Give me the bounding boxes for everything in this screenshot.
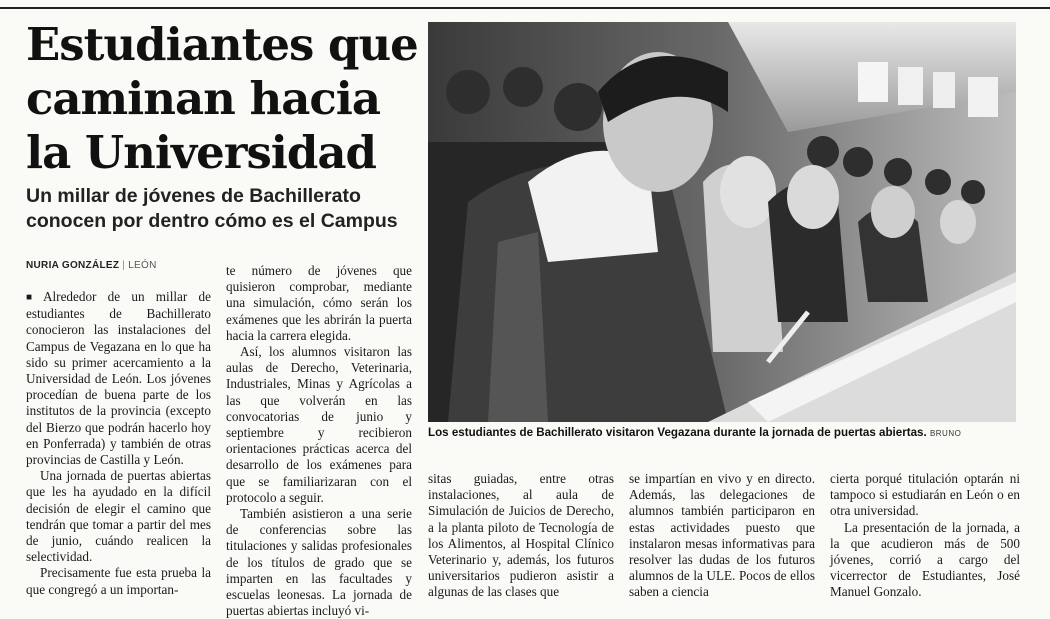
article-column-2 <box>226 263 412 619</box>
article-column-4 <box>629 471 815 601</box>
lecture-hall-photo <box>428 22 1016 422</box>
lead-bullet-icon: ■ <box>26 292 40 303</box>
paragraph: La presentación de la jornada, a la que acudieron más de 500 jóvenes, corrió a cargo del vicerrector de Estudiantes, José Manuel Gonzalo. <box>830 519 1020 600</box>
byline-city: LEÓN <box>128 260 157 271</box>
paragraph: sitas guiadas, entre otras instalaciones, al aula de Simulación de Juicios de Derecho, a la planta piloto de Tecnología de los Alimentos, al Hospital Clínico Veterinario y, además, los futuros universitarios pudieron asistir a algunas de las clases que <box>428 471 614 600</box>
photo-credit: BRUNO <box>929 429 962 438</box>
paragraph: Precisamente fue esta prueba la que congregó a un importan- <box>26 565 211 597</box>
paragraph: cierta porqué titulación optarán ni tampoco si estudiarán en León o en otra universidad. <box>830 471 1020 519</box>
article-column-1 <box>26 289 211 598</box>
paragraph: ■ Alrededor de un millar de estudiantes de Bachillerato conocieron las instalaciones del Campus de Vegazana en lo que ha sido su primer acercamiento a la Universidad de León. Los jóvenes procedían de buena parte de los institutos de la provincia (excepto del Bierzo que podrán hacerlo hoy en Ponferrada) y también de otras provincias de Castilla y León. <box>26 289 211 468</box>
author-name: NURIA GONZÁLEZ <box>26 260 120 271</box>
byline <box>26 260 216 271</box>
paragraph: te número de jóvenes que quisieron comprobar, mediante una simulación, cómo serán los exámenes que les abrirán la puerta hacia la carrera elegida. <box>226 263 412 343</box>
news-photo <box>428 22 1016 422</box>
headline: Estudiantes que caminan hacia la Universidad <box>26 18 418 179</box>
article-column-5 <box>830 471 1020 601</box>
paragraph: También asistieron a una serie de conferencias sobre las titulaciones y salidas profesionales de los títulos de grado que se imparten en las facultades y escuelas leonesas. La jornada de puertas abiertas incluyó vi- <box>226 506 412 619</box>
top-rule <box>0 7 1050 9</box>
caption-text: Los estudiantes de Bachillerato visitaron Vegazana durante la jornada de puertas abiertas. <box>428 426 927 439</box>
byline-separator: | <box>122 260 126 271</box>
paragraph: se impartían en vivo y en directo. Además, las delegaciones de alumnos también participaron en estas actividades puesto que instalaron mesas informativas para resolver las dudas de los futuros alumnos de la ULE. Pocos de ellos saben a ciencia <box>629 471 815 600</box>
paragraph: Así, los alumnos visitaron las aulas de Derecho, Veterinaria, Industriales, Minas y Agrícolas a las que volverán en las convocatorias de junio y septiembre y recibieron orientaciones prácticas acerca del desarrollo de los exámenes para que se familiarizaran con el protocolo a seguir. <box>226 344 412 505</box>
photo-caption <box>428 426 1028 439</box>
paragraph: Una jornada de puertas abiertas que les ha ayudado en la difícil decisión de elegir el camino que tendrán que tomar a partir del mes de junio, cuándo realicen la selectividad. <box>26 468 211 565</box>
subheadline: Un millar de jóvenes de Bachillerato conocen por dentro cómo es el Campus <box>26 185 398 232</box>
article-column-3 <box>428 471 614 601</box>
